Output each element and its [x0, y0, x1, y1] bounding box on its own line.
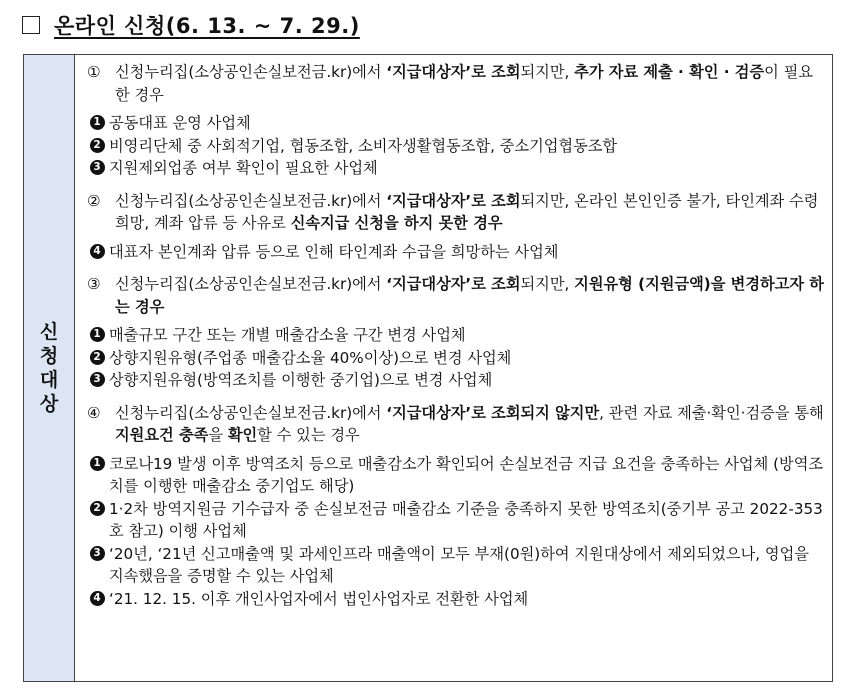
number-bullet-icon	[85, 588, 109, 611]
intro-text: , 관련 자료 제출·확인·검증을 통해	[599, 403, 824, 422]
section-intro	[115, 402, 832, 447]
table-label-cell	[24, 55, 75, 681]
number-bullet-icon	[85, 324, 109, 347]
list-item	[85, 369, 832, 392]
checkbox-icon	[22, 16, 40, 34]
section-heading	[85, 61, 832, 106]
intro-text: 되지만,	[520, 275, 575, 293]
criteria-section	[85, 273, 832, 392]
item-list	[85, 112, 832, 180]
item-text: 상향지원유형(방역조치를 이행한 중기업)으로 변경 사업체	[109, 371, 493, 389]
bullet-number: 3	[90, 546, 105, 561]
number-bullet-icon	[85, 135, 109, 158]
emphasis-text: ‘지급대상자’로 조회	[386, 275, 521, 293]
item-list	[85, 241, 832, 264]
list-item	[85, 543, 832, 588]
number-bullet-icon	[85, 453, 109, 498]
bullet-number: 1	[90, 327, 105, 342]
list-item	[85, 324, 832, 347]
section-number: ④	[87, 403, 101, 422]
list-item	[85, 241, 832, 264]
section-heading	[85, 402, 832, 447]
item-text: ‘21. 12. 15. 이후 개인사업자에서 법인사업자로 전환한 사업체	[109, 589, 529, 608]
number-bullet-icon	[85, 241, 109, 264]
item-text: 1·2차 방역지원금 기수급자 중 손실보전금 매출감소 기준을 충족하지 못한 방역조치(중기부 공고 2022-353호 참고) 이행 사업체	[109, 499, 823, 540]
emphasis-text: 지원유형 (지원금액)을 변경하고자 하는 경우	[115, 275, 824, 316]
page-title: 온라인 신청(6. 13. ~ 7. 29.)	[54, 14, 360, 38]
bullet-number: 3	[90, 160, 105, 175]
emphasis-text: 추가 자료 제출 · 확인 · 검증	[574, 63, 765, 81]
section-title	[22, 10, 360, 40]
section-heading	[85, 273, 832, 318]
list-item	[85, 112, 832, 135]
number-bullet-icon	[85, 157, 109, 180]
list-item	[85, 588, 832, 611]
intro-text: 이 필요한 경우	[115, 63, 813, 104]
section-number: ③	[87, 275, 101, 293]
number-bullet-icon	[85, 498, 109, 543]
bullet-number: 4	[90, 591, 105, 606]
emphasis-text: 지원요건 충족	[115, 426, 209, 444]
emphasis-text: ‘지급대상자’로 조회되지 않지만	[386, 403, 600, 422]
emphasis-text: ‘지급대상자’로 조회	[386, 63, 521, 81]
section-number: ①	[87, 63, 101, 81]
list-item	[85, 135, 832, 158]
bullet-number: 1	[90, 456, 105, 471]
intro-text: 을	[208, 426, 228, 444]
list-item	[85, 498, 832, 543]
intro-text: 되지만,	[520, 63, 575, 81]
bullet-number: 4	[90, 244, 105, 259]
item-text: ‘20년, ‘21년 신고매출액 및 과세인프라 매출액이 모두 부재(0원)하여 지원대상에서 제외되었으나, 영업을 지속했음을 증명할 수 있는 사업체	[109, 544, 809, 585]
criteria-section	[85, 190, 832, 264]
section-intro	[115, 61, 832, 106]
bullet-number: 2	[90, 138, 105, 153]
bullet-number: 2	[90, 350, 105, 365]
bullet-number: 2	[90, 501, 105, 516]
emphasis-text: 확인	[227, 426, 258, 444]
section-number: ②	[87, 191, 101, 210]
number-bullet-icon	[85, 369, 109, 392]
bullet-number: 1	[90, 115, 105, 130]
item-text: 매출규모 구간 또는 개별 매출감소율 구간 변경 사업체	[109, 326, 466, 344]
emphasis-text: 신속지급 신청을 하지 못한 경우	[290, 214, 503, 232]
item-text: 상향지원유형(주업종 매출감소율 40%이상)으로 변경 사업체	[109, 348, 512, 367]
intro-text: 신청누리집(소상공인손실보전금.kr)에서	[115, 403, 387, 422]
section-heading	[85, 190, 832, 235]
section-intro	[115, 190, 832, 235]
item-list	[85, 324, 832, 392]
section-intro	[115, 273, 832, 318]
list-item	[85, 453, 832, 498]
table-content-cell	[75, 55, 832, 681]
intro-text: 신청누리집(소상공인손실보전금.kr)에서	[115, 63, 387, 81]
eligibility-table	[23, 54, 833, 682]
criteria-section	[85, 61, 832, 180]
intro-text: 신청누리집(소상공인손실보전금.kr)에서	[115, 191, 387, 210]
item-text: 공동대표 운영 사업체	[109, 114, 251, 132]
intro-text: 신청누리집(소상공인손실보전금.kr)에서	[115, 275, 387, 293]
item-list	[85, 453, 832, 611]
table-label: 신청대상	[39, 321, 59, 415]
intro-text: 되지만, 온라인 본인인증 불가, 타인계좌 수령희망, 계좌 압류 등 사유로	[115, 191, 819, 232]
item-text: 지원제외업종 여부 확인이 필요한 사업체	[109, 159, 378, 177]
list-item	[85, 347, 832, 370]
number-bullet-icon	[85, 347, 109, 370]
intro-text: 할 수 있는 경우	[257, 426, 360, 444]
item-text: 대표자 본인계좌 압류 등으로 인해 타인계좌 수급을 희망하는 사업체	[109, 242, 559, 261]
bullet-number: 3	[90, 372, 105, 387]
number-bullet-icon	[85, 543, 109, 588]
list-item	[85, 157, 832, 180]
item-text: 비영리단체 중 사회적기업, 협동조합, 소비자생활협동조합, 중소기업협동조합	[109, 136, 618, 155]
number-bullet-icon	[85, 112, 109, 135]
item-text: 코로나19 발생 이후 방역조치 등으로 매출감소가 확인되어 손실보전금 지급 요건을 충족하는 사업체 (방역조치를 이행한 매출감소 중기업도 해당)	[109, 454, 824, 495]
emphasis-text: ‘지급대상자’로 조회	[386, 191, 521, 210]
criteria-section	[85, 402, 832, 611]
